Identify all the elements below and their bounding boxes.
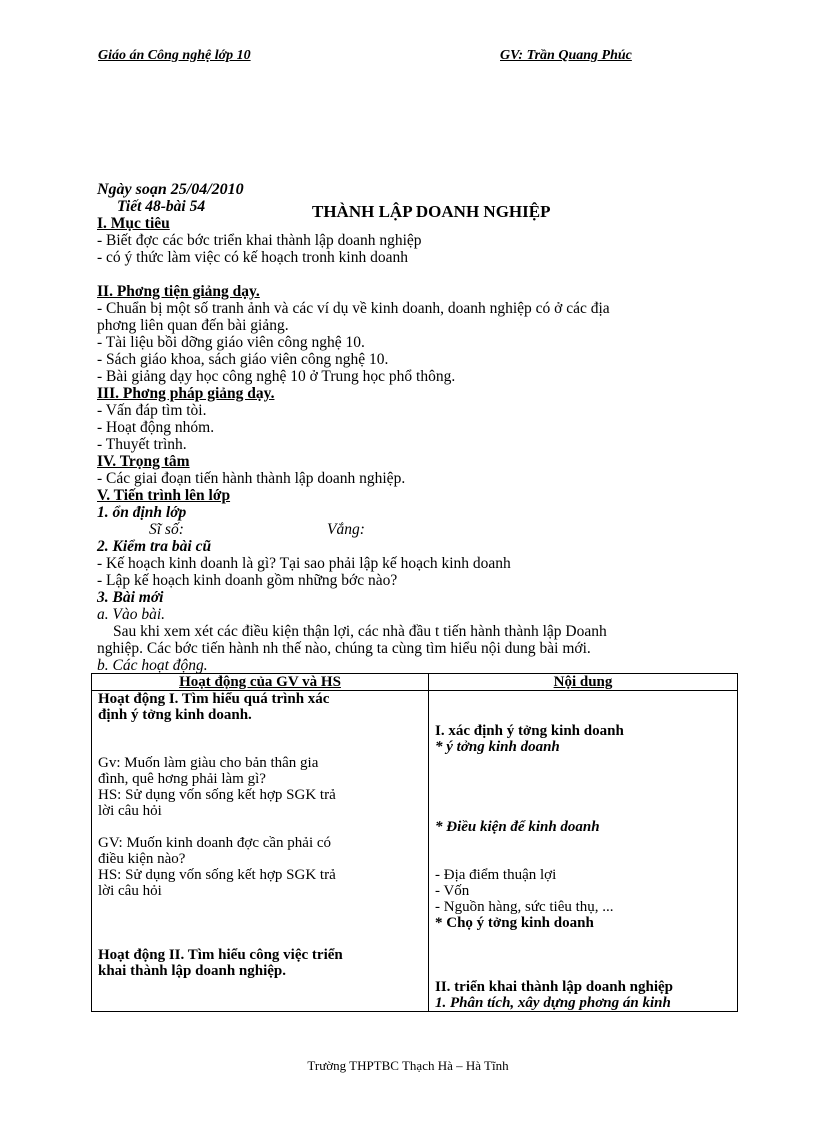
intro-paragraph: nghiệp. Các bớc tiến hành nh thế nào, chúng ta cùng tìm hiểu nội dung bài mới. (97, 640, 591, 657)
step-heading: 1. ổn định lớp (97, 504, 187, 521)
section-heading: IV. Trọng tâm (97, 453, 190, 470)
activity-title: định ý tởng kinh doanh. (98, 707, 252, 723)
header-left: Giáo án Công nghệ lớp 10 (98, 48, 251, 63)
attendance-line (97, 521, 737, 538)
spacer (97, 266, 737, 283)
content-item: - Vốn (435, 883, 470, 899)
content-subheading: * ý tởng kinh doanh (435, 739, 560, 755)
list-item: - Bài giảng dạy học công nghệ 10 ở Trung học phổ thông. (97, 368, 456, 385)
content-cell (429, 691, 738, 1012)
step-subheading: a. Vào bài. (97, 606, 166, 623)
student-answer: HS: Sử dụng vốn sống kết hợp SGK trả (98, 787, 336, 803)
content-subheading: * Chọ ý tởng kinh doanh (435, 915, 594, 931)
content-heading: I. xác định ý tởng kinh doanh (435, 723, 624, 739)
col-header-content: Nội dung (429, 674, 738, 691)
list-item: - có ý thức làm việc có kế hoạch tronh kinh doanh (97, 249, 408, 266)
section-heading: I. Mục tiêu (97, 215, 170, 232)
document-title: THÀNH LẬP DOANH NGHIỆP (312, 202, 551, 221)
vang-label: Vắng: (327, 521, 365, 538)
list-item: - Thuyết trình. (97, 436, 187, 453)
teacher-question: điều kiện nào? (98, 851, 186, 867)
list-item: - Tài liệu bồi dỡng giáo viên công nghệ 10. (97, 334, 365, 351)
list-item: - Kế hoạch kinh doanh là gì? Tại sao phải lập kế hoạch kinh doanh (97, 555, 511, 572)
step-subheading: b. Các hoạt động. (97, 657, 208, 674)
activity-table (91, 673, 738, 1012)
activities-cell (92, 691, 429, 1012)
content-item: - Địa điểm thuận lợi (435, 867, 557, 883)
siso-label: Sĩ số: (149, 521, 184, 538)
section-heading: III. Phơng pháp giảng dạy. (97, 385, 275, 402)
content-item: - Nguồn hàng, sức tiêu thụ, ... (435, 899, 614, 915)
activity-title: Hoạt động II. Tìm hiểu công việc triển (98, 947, 343, 963)
page-footer: Trường THPTBC Thạch Hà – Hà Tĩnh (307, 1058, 509, 1073)
teacher-question: GV: Muốn kinh doanh đợc cần phải có (98, 835, 332, 851)
content-heading: II. triển khai thành lập doanh nghiệp (435, 979, 674, 995)
list-item: - Sách giáo khoa, sách giáo viên công nghệ 10. (97, 351, 389, 368)
date-line: Ngày soạn 25/04/2010 (97, 181, 244, 198)
teacher-question: Gv: Muốn làm giàu cho bản thân gia (98, 755, 319, 771)
step-heading: 3. Bài mới (97, 589, 164, 606)
document-body (97, 181, 737, 674)
list-item: - Lập kế hoạch kinh doanh gồm những bớc nào? (97, 572, 398, 589)
list-item: - Vấn đáp tìm tòi. (97, 402, 207, 419)
list-item: phơng liên quan đến bài giảng. (97, 317, 289, 334)
step-heading: 2. Kiểm tra bài cũ (97, 538, 212, 555)
section-heading: II. Phơng tiện giảng dạy. (97, 283, 260, 300)
list-item: - Chuẩn bị một số tranh ảnh và các ví dụ về kinh doanh, doanh nghiệp có ở các địa (97, 300, 610, 317)
student-answer: HS: Sử dụng vốn sống kết hợp SGK trả (98, 867, 336, 883)
activity-title: khai thành lập doanh nghiệp. (98, 963, 287, 979)
student-answer: lời câu hỏi (98, 883, 162, 899)
section-heading: V. Tiến trình lên lớp (97, 487, 231, 504)
list-item: - Hoạt động nhóm. (97, 419, 215, 436)
list-item: - Các giai đoạn tiến hành thành lập doanh nghiệp. (97, 470, 406, 487)
col-header-activities: Hoạt động của GV và HS (92, 674, 429, 691)
header-right: GV: Trần Quang Phúc (500, 48, 632, 63)
list-item: - Biết đợc các bớc triển khai thành lập doanh nghiệp (97, 232, 422, 249)
teacher-question: đình, quê hơng phải làm gì? (98, 771, 266, 787)
activity-title: Hoạt động I. Tìm hiểu quá trình xác (98, 691, 330, 707)
content-subheading: 1. Phân tích, xây dựng phơng án kinh (435, 995, 671, 1011)
student-answer: lời câu hỏi (98, 803, 162, 819)
content-subheading: * Điều kiện để kinh doanh (435, 819, 600, 835)
intro-paragraph: Sau khi xem xét các điều kiện thận lợi, các nhà đầu t tiến hành thành lập Doanh (113, 623, 607, 640)
lesson-line: Tiết 48-bài 54 (117, 198, 206, 215)
